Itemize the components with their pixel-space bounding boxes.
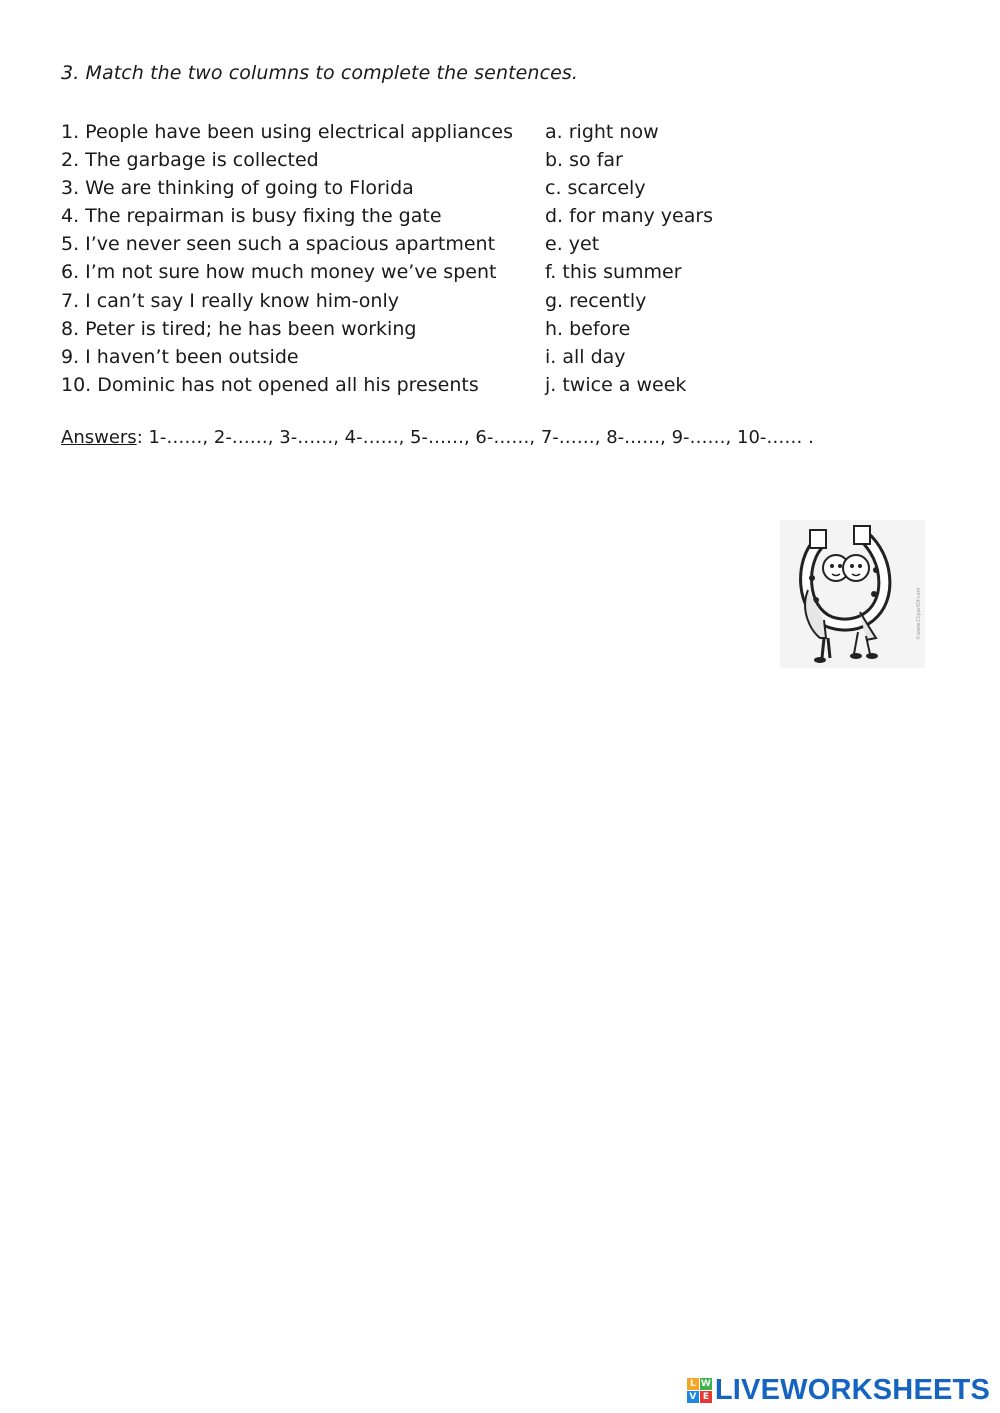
sentence-item: 7. I can’t say I really know him-only (61, 289, 399, 312)
sentence-item: 1. People have been using electrical appliances (61, 121, 513, 143)
ending-item: b. so far (545, 149, 623, 172)
ending-item: d. for many years (545, 205, 714, 228)
logo-blocks-icon (687, 1378, 712, 1403)
answers-blanks: : 1-……, 2-……, 3-……, 4-……, 5-……, 6-……, 7-……, 8-……, 9-……, 10-…… . (136, 427, 814, 448)
answers-label: Answers (61, 427, 137, 448)
sentence-item: 9. I haven’t been outside (61, 345, 299, 368)
sentence-item: 2. The garbage is collected (61, 149, 319, 172)
sentence-endings-list (545, 118, 713, 399)
answers-line (61, 427, 814, 448)
ending-item: i. all day (545, 345, 626, 368)
sentence-item: 3. We are thinking of going to Florida (61, 177, 414, 200)
sentence-beginnings-list (61, 118, 513, 399)
horseshoe-couple-icon (780, 520, 925, 668)
ending-item: h. before (545, 317, 631, 340)
ending-item: j. twice a week (545, 373, 687, 396)
instruction: 3. Match the two columns to complete the sentences. (61, 62, 579, 84)
logo-block: W (700, 1379, 711, 1389)
sentence-item: 10. Dominic has not opened all his presents (61, 373, 479, 396)
illustration-watermark (913, 520, 923, 668)
ending-item: a. right now (545, 121, 659, 143)
logo-block: L (687, 1378, 699, 1390)
sentence-item: 8. Peter is tired; he has been working (61, 317, 417, 340)
sentence-item: 6. I’m not sure how much money we’ve spent (61, 261, 497, 284)
svg-text:©www.ClipartOf.com: ©www.ClipartOf.com (916, 587, 922, 640)
ending-item: e. yet (545, 233, 600, 256)
sentence-item: 5. I’ve never seen such a spacious apartment (61, 233, 496, 256)
ending-item: g. recently (545, 289, 647, 312)
ending-item: c. scarcely (545, 177, 646, 200)
logo-wordmark: LIVEWORKSHEETS (714, 1374, 990, 1406)
logo-block: E (700, 1391, 712, 1403)
logo-block: V (687, 1391, 699, 1403)
liveworksheets-logo (687, 1374, 990, 1407)
horseshoe-couple-illustration (780, 520, 925, 668)
sentence-item: 4. The repairman is busy fixing the gate (61, 205, 442, 228)
ending-item: f. this summer (545, 261, 682, 284)
